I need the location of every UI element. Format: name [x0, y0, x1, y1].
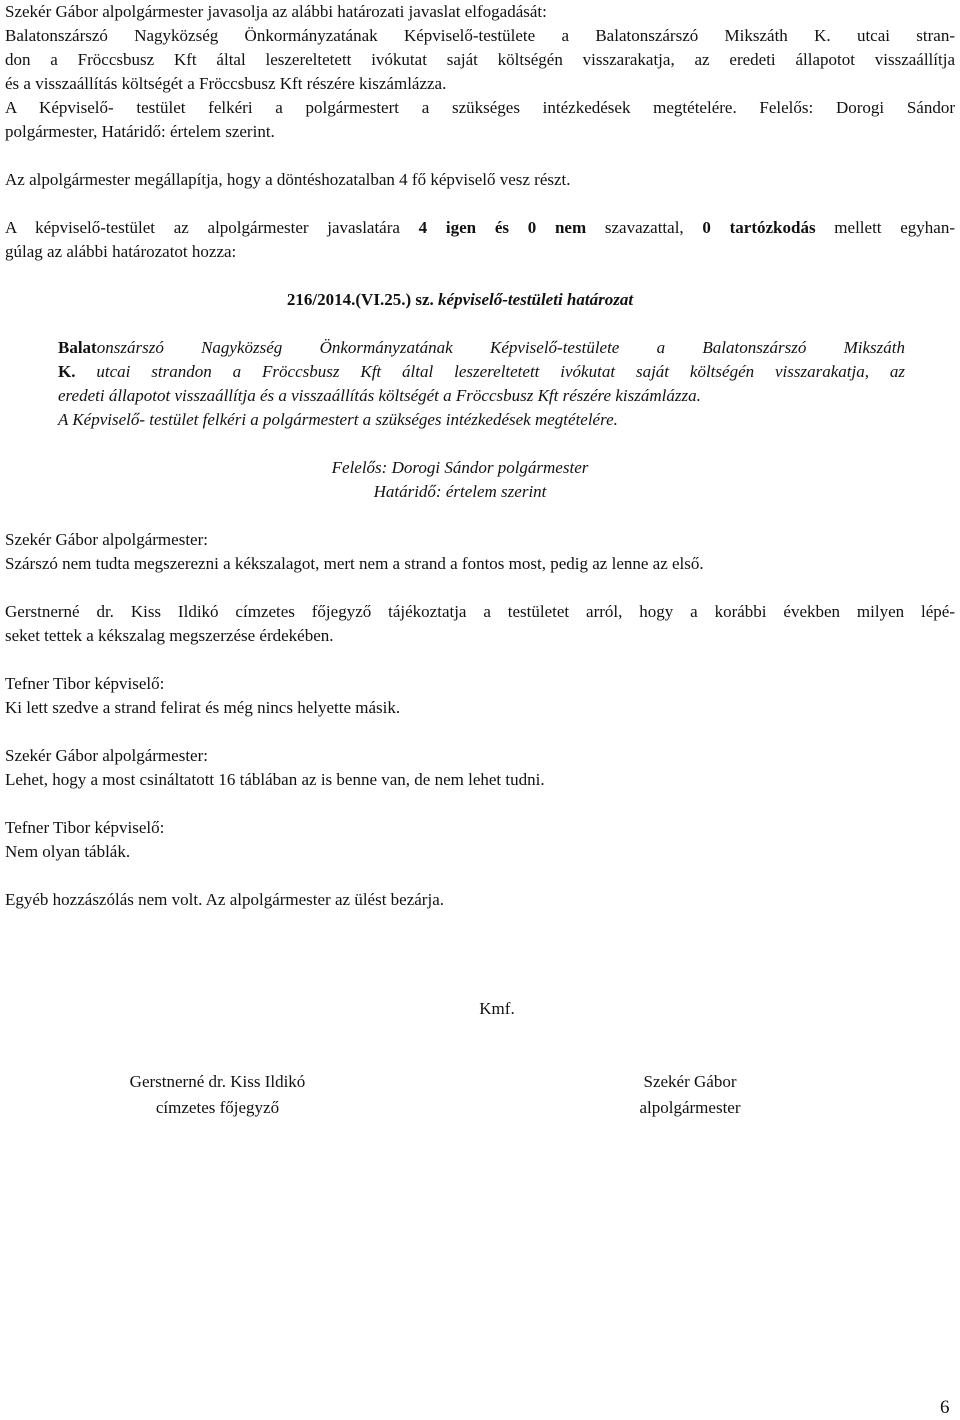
- signature-left-title: címzetes főjegyző: [155, 1098, 280, 1117]
- signature-right-name: Szekér Gábor: [643, 1072, 737, 1091]
- signature-right-title: alpolgármester: [639, 1098, 741, 1117]
- speaker-text: seket tettek a kékszalag megszerzése érdekében.: [5, 626, 334, 645]
- resolution-responsible: Felelős: Dorogi Sándor polgármester: [331, 458, 589, 477]
- resolution-line: [58, 336, 905, 360]
- speaker-text: Nem olyan táblák.: [5, 842, 131, 861]
- page-number: 6: [940, 1397, 950, 1418]
- kmf-label: Kmf.: [479, 999, 515, 1018]
- vote-yes-no: 4 igen és 0 nem: [418, 218, 587, 237]
- signature-left: [100, 1069, 335, 1121]
- document-page: [5, 0, 955, 912]
- speaker-text: Lehet, hogy a most csináltatott 16 táblában az is benne van, de nem lehet tudni.: [5, 770, 545, 789]
- resolution-number: 216/2014.(VI.25.) sz.: [286, 290, 434, 309]
- resolution-heading: [5, 288, 955, 312]
- vote-abstain: 0 tartózkodás: [702, 218, 816, 237]
- vote-line: gúlag az alábbi határozatot hozza:: [5, 242, 237, 261]
- proposal-paragraph: [5, 0, 955, 144]
- speaker-text: Ki lett szedve a strand felirat és még nincs helyette másik.: [5, 698, 401, 717]
- resolution-line: [58, 360, 905, 384]
- proposal-line: don a Fröccsbusz Kft által leszereltetett ivókutat saját költségén visszarakatja, az eredeti állapotot visszaállítja: [5, 50, 955, 69]
- attendance-statement: Az alpolgármester megállapítja, hogy a döntéshozatalban 4 fő képviselő vesz részt.: [5, 170, 571, 189]
- signature-block: [0, 1069, 960, 1129]
- speaker-label: Tefner Tibor képviselő:: [5, 818, 165, 837]
- resolution-line: A Képviselő- testület felkéri a polgármestert a szükséges intézkedések megtételére.: [58, 410, 618, 429]
- proposal-line: A Képviselő- testület felkéri a polgármestert a szükséges intézkedések megtételére. Felelős: Dorogi Sándor: [5, 98, 955, 117]
- proposal-line: polgármester, Határidő: értelem szerint.: [5, 122, 275, 141]
- speaker-text: Szárszó nem tudta megszerezni a kékszalagot, mert nem a strand a fontos most, pedig az lenne az első.: [5, 554, 704, 573]
- proposal-line: és a visszaállítás költségét a Fröccsbusz Kft részére kiszámlázza.: [5, 74, 447, 93]
- vote-line: [5, 216, 955, 240]
- vote-paragraph: [5, 216, 955, 264]
- speaker-label: Tefner Tibor képviselő:: [5, 674, 165, 693]
- resolution-text: onszárszó Nagyközség Önkormányzatának Képviselő-testülete a Balatonszárszó Mikszáth: [96, 338, 905, 357]
- resolution-text: utcai strandon a Fröccsbusz Kft által leszereltetett ivókutat saját költségén visszarakatja, az: [75, 362, 905, 381]
- resolution-bold: K.: [58, 362, 76, 381]
- vote-text: szavazattal,: [586, 218, 703, 237]
- speaker-label: Szekér Gábor alpolgármester:: [5, 530, 208, 549]
- closing-statement: Egyéb hozzászólás nem volt. Az alpolgármester az ülést bezárja.: [5, 890, 444, 909]
- dialogue-block: [5, 528, 955, 888]
- vote-text: A képviselő-testület az alpolgármester javaslatára: [5, 218, 419, 237]
- signature-right: [600, 1069, 780, 1121]
- resolution-bold: Balat: [58, 338, 97, 357]
- resolution-body: [5, 336, 955, 432]
- speaker-text: Gerstnerné dr. Kiss Ildikó címzetes főjegyző tájékoztatja a testületet arról, hogy a korábbi években milyen lépé-: [5, 602, 955, 621]
- signature-left-name: Gerstnerné dr. Kiss Ildikó: [129, 1072, 306, 1091]
- proposal-line: Balatonszárszó Nagyközség Önkormányzatának Képviselő-testülete a Balatonszárszó Mikszáth K. utcai stran-: [5, 26, 955, 45]
- resolution-deadline: Határidő: értelem szerint: [373, 482, 547, 501]
- resolution-title: képviselő-testületi határozat: [433, 290, 634, 309]
- proposal-line: Szekér Gábor alpolgármester javasolja az alábbi határozati javaslat elfogadását:: [5, 2, 547, 21]
- resolution-line: eredeti állapotot visszaállítja és a visszaállítás költségét a Fröccsbusz Kft részére kiszámlázza.: [58, 386, 701, 405]
- vote-text: mellett egyhan-: [815, 218, 955, 237]
- speaker-label: Szekér Gábor alpolgármester:: [5, 746, 208, 765]
